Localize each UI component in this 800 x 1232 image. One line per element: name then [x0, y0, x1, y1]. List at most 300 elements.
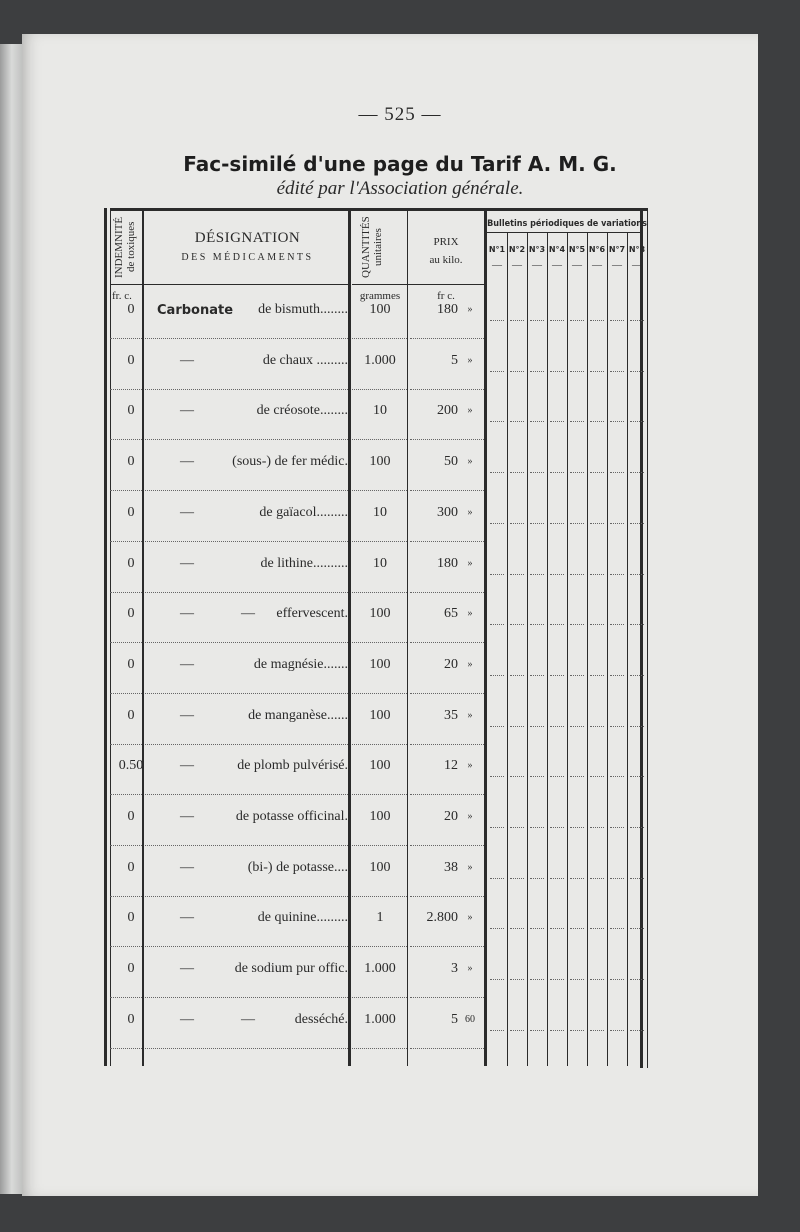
row-rule	[352, 592, 407, 593]
ditto-dash: —	[180, 504, 194, 520]
indemnite-value: 0	[127, 809, 135, 824]
table-top-border	[110, 208, 648, 211]
price-value: 180	[437, 302, 458, 317]
bulletin-number: N°1	[488, 245, 506, 254]
quantity-value: 100	[369, 656, 391, 672]
bulletin-cell-rule	[510, 574, 524, 575]
table-left-border	[104, 208, 107, 1066]
quantity-value: 1	[376, 910, 384, 926]
price-cents: »	[467, 506, 473, 518]
row-rule	[410, 946, 484, 947]
unit-prix: fr c.	[437, 290, 455, 302]
bulletin-cell-rule	[630, 776, 644, 777]
medicament-name: de magnésie.......	[253, 656, 348, 672]
bulletin-cell-rule	[530, 928, 544, 929]
row-rule	[145, 896, 348, 897]
row-rule	[410, 744, 484, 745]
price-value: 2.800	[426, 910, 458, 926]
row-rule	[110, 541, 142, 542]
row-rule	[410, 896, 484, 897]
row-rule	[110, 642, 142, 643]
bulletin-cell-rule	[490, 979, 504, 980]
bulletin-cell-rule	[510, 320, 524, 321]
row-rule	[110, 997, 142, 998]
bulletin-cell-rule	[630, 827, 644, 828]
medicament-name: de plomb pulvérisé.	[237, 758, 348, 774]
ditto-dash: —	[241, 606, 255, 622]
bulletin-cell-rule	[550, 523, 564, 524]
bulletin-cell-rule	[610, 371, 624, 372]
row-rule	[145, 946, 348, 947]
column-separator	[142, 210, 144, 1066]
medicament-name: de bismuth........	[258, 302, 348, 317]
bulletin-cell-rule	[630, 320, 644, 321]
bulletin-cell-rule	[610, 928, 624, 929]
bulletin-number: N°5	[568, 245, 586, 254]
row-rule	[110, 592, 142, 593]
row-rule	[410, 592, 484, 593]
price-cents: »	[467, 304, 473, 315]
bulletin-cell-rule	[590, 320, 604, 321]
price-value: 20	[444, 656, 458, 672]
price-cents: »	[467, 354, 473, 366]
bulletin-cell-rule	[590, 827, 604, 828]
bulletin-cell-rule	[490, 472, 504, 473]
row-rule	[410, 439, 484, 440]
bulletin-cell-rule	[630, 624, 644, 625]
bulletin-cell-rule	[610, 574, 624, 575]
row-rule	[410, 1048, 484, 1049]
bulletin-cell-rule	[490, 675, 504, 676]
ditto-dash: —	[180, 606, 194, 622]
row-rule	[110, 744, 142, 745]
ditto-dash: —	[241, 1011, 255, 1027]
indemnite-value: 0	[127, 504, 135, 520]
bulletin-cell-rule	[510, 928, 524, 929]
price-value: 50	[444, 454, 458, 470]
page-title: Fac-similé d'une page du Tarif A. M. G.	[183, 152, 617, 176]
bulletin-cell-rule	[630, 523, 644, 524]
bulletin-cell-rule	[510, 726, 524, 727]
bulletin-cell-rule	[610, 726, 624, 727]
price-cents: »	[467, 861, 473, 873]
indemnite-value: 0.50	[118, 758, 144, 774]
bulletin-cell-rule	[490, 320, 504, 321]
header-designation-sub: DES MÉDICAMENTS	[181, 252, 314, 263]
header-bulletins: Bulletins périodiques de variations	[487, 219, 647, 229]
price-value: 5	[451, 352, 458, 368]
row-rule	[410, 389, 484, 390]
bulletin-cell-rule	[630, 979, 644, 980]
bulletin-cell-rule	[550, 320, 564, 321]
ditto-dash: —	[180, 859, 194, 875]
bulletin-cell-rule	[510, 979, 524, 980]
price-cents: »	[467, 912, 473, 924]
bulletin-cell-rule	[630, 371, 644, 372]
bulletin-column-separator	[587, 233, 588, 1066]
price-cents: »	[467, 456, 473, 468]
bulletin-cell-rule	[490, 624, 504, 625]
bulletin-cell-rule	[570, 523, 584, 524]
row-rule	[352, 997, 407, 998]
row-rule	[145, 642, 348, 643]
bulletin-cell-rule	[570, 421, 584, 422]
bulletin-number: N°2	[508, 245, 526, 254]
indemnite-value: 0	[127, 403, 135, 419]
bulletin-cell-rule	[510, 827, 524, 828]
row-rule	[352, 338, 407, 339]
bulletin-cell-rule	[630, 1030, 644, 1031]
column-separator	[348, 210, 351, 1066]
bulletin-column-separator	[607, 233, 608, 1066]
bulletin-cell-rule	[590, 776, 604, 777]
bulletin-column-separator	[567, 233, 568, 1066]
quantity-value: 100	[369, 809, 391, 824]
row-rule	[110, 1048, 142, 1049]
bulletin-cell-rule	[630, 928, 644, 929]
medicament-name: effervescent.	[276, 606, 348, 622]
bulletin-cell-rule	[570, 878, 584, 879]
bulletin-cell-rule	[610, 776, 624, 777]
bulletin-cell-rule	[530, 472, 544, 473]
bulletin-dash: —	[572, 260, 582, 271]
ditto-dash: —	[180, 910, 194, 926]
row-rule	[110, 794, 142, 795]
ditto-dash: —	[180, 656, 194, 672]
row-rule	[410, 338, 484, 339]
bulletin-cell-rule	[530, 421, 544, 422]
bulletin-cell-rule	[550, 878, 564, 879]
row-rule	[110, 439, 142, 440]
bulletin-cell-rule	[550, 624, 564, 625]
bulletin-cell-rule	[490, 523, 504, 524]
bulletin-cell-rule	[510, 776, 524, 777]
bulletin-cell-rule	[590, 726, 604, 727]
bulletin-cell-rule	[590, 1030, 604, 1031]
quantity-value: 1.000	[364, 1011, 396, 1027]
price-cents: »	[467, 405, 473, 417]
bulletin-cell-rule	[550, 928, 564, 929]
bulletin-cell-rule	[550, 574, 564, 575]
column-separator	[484, 210, 487, 1066]
price-cents: »	[467, 963, 473, 975]
bulletin-cell-rule	[490, 776, 504, 777]
bulletin-cell-rule	[610, 1030, 624, 1031]
bulletins-header-rule	[487, 232, 642, 233]
medicament-name: de chaux .........	[262, 352, 348, 368]
bulletin-cell-rule	[530, 523, 544, 524]
price-cents: »	[467, 709, 473, 721]
ditto-dash: —	[180, 758, 194, 774]
price-value: 12	[444, 758, 458, 774]
bulletin-cell-rule	[510, 421, 524, 422]
row-rule	[145, 997, 348, 998]
row-rule	[110, 896, 142, 897]
row-rule	[410, 997, 484, 998]
bulletin-cell-rule	[530, 726, 544, 727]
bulletin-cell-rule	[490, 827, 504, 828]
quantity-value: 100	[369, 707, 391, 723]
medicament-name: (bi-) de potasse....	[247, 859, 348, 875]
bulletin-cell-rule	[610, 472, 624, 473]
unit-indemnite: fr. c.	[112, 290, 132, 302]
bulletin-cell-rule	[590, 928, 604, 929]
price-value: 5	[451, 1011, 458, 1027]
row-rule	[110, 490, 142, 491]
price-cents: »	[467, 557, 473, 569]
bulletin-cell-rule	[590, 624, 604, 625]
bulletin-dash: —	[512, 260, 522, 271]
medicament-name: de lithine..........	[260, 555, 348, 571]
bulletin-number: N°3	[528, 245, 546, 254]
bulletin-cell-rule	[590, 421, 604, 422]
row-rule	[145, 490, 348, 491]
bulletin-cell-rule	[570, 371, 584, 372]
bulletin-cell-rule	[490, 1030, 504, 1031]
row-rule	[352, 946, 407, 947]
bulletin-cell-rule	[550, 472, 564, 473]
price-value: 3	[451, 961, 458, 977]
bulletin-cell-rule	[570, 574, 584, 575]
quantity-value: 10	[373, 555, 387, 571]
indemnite-value: 0	[127, 656, 135, 672]
indemnite-value: 0	[127, 555, 135, 571]
ditto-dash: —	[180, 403, 194, 419]
bulletin-cell-rule	[530, 320, 544, 321]
row-rule	[410, 642, 484, 643]
row-rule	[145, 1048, 348, 1049]
indemnite-value: 0	[127, 910, 135, 926]
bulletin-cell-rule	[570, 624, 584, 625]
quantity-value: 10	[373, 403, 387, 419]
bulletin-column-separator	[547, 233, 548, 1066]
indemnite-value: 0	[127, 707, 135, 723]
bulletin-dash: —	[632, 260, 642, 271]
bulletin-cell-rule	[510, 523, 524, 524]
bulletin-cell-rule	[510, 878, 524, 879]
bulletin-cell-rule	[610, 523, 624, 524]
indemnite-value: 0	[127, 302, 135, 317]
medicament-name: de créosote........	[256, 403, 348, 419]
bulletin-cell-rule	[590, 979, 604, 980]
page-number: — 525 —	[358, 104, 442, 125]
medicament-name: de potasse officinal.	[235, 809, 348, 824]
bulletin-cell-rule	[530, 1030, 544, 1031]
bulletin-cell-rule	[530, 675, 544, 676]
bulletin-cell-rule	[590, 675, 604, 676]
bulletin-cell-rule	[530, 574, 544, 575]
column-separator	[407, 210, 408, 1066]
bulletin-dash: —	[612, 260, 622, 271]
indemnite-value: 0	[127, 352, 135, 368]
bulletin-cell-rule	[510, 675, 524, 676]
header-designation: DÉSIGNATION	[194, 230, 301, 246]
row-rule	[110, 693, 142, 694]
row-rule	[110, 338, 142, 339]
bulletin-cell-rule	[570, 320, 584, 321]
bulletin-column-separator	[627, 233, 628, 1066]
ditto-dash: —	[180, 454, 194, 470]
ditto-dash: —	[180, 555, 194, 571]
row-rule	[110, 946, 142, 947]
bulletin-cell-rule	[510, 472, 524, 473]
bulletin-cell-rule	[550, 1030, 564, 1031]
price-cents: »	[467, 658, 473, 670]
row-rule	[410, 794, 484, 795]
ditto-dash: —	[180, 961, 194, 977]
ditto-dash: —	[180, 707, 194, 723]
ditto-dash: —	[180, 1011, 194, 1027]
bulletin-cell-rule	[590, 523, 604, 524]
bulletin-cell-rule	[530, 776, 544, 777]
medicament-name: de gaïacol.........	[259, 504, 348, 520]
medicament-name: de sodium pur offic.	[234, 961, 348, 977]
indemnite-value: 0	[127, 961, 135, 977]
header-rule	[110, 284, 350, 285]
bulletin-cell-rule	[510, 1030, 524, 1031]
bulletin-column-separator	[507, 233, 508, 1066]
bulletin-number: N°7	[608, 245, 626, 254]
quantity-value: 100	[369, 758, 391, 774]
row-rule	[352, 642, 407, 643]
row-rule	[110, 845, 142, 846]
bulletin-cell-rule	[610, 320, 624, 321]
ditto-dash: —	[180, 352, 194, 368]
price-cents: »	[467, 608, 473, 620]
header-prix-sub: au kilo.	[429, 254, 463, 266]
row-rule	[145, 541, 348, 542]
bulletin-cell-rule	[510, 624, 524, 625]
medicament-name: desséché.	[294, 1011, 348, 1027]
price-cents: »	[467, 760, 473, 772]
medicament-name: de manganèse......	[248, 707, 348, 723]
row-rule	[352, 389, 407, 390]
row-rule	[352, 693, 407, 694]
bulletin-cell-rule	[590, 574, 604, 575]
price-value: 65	[444, 606, 458, 622]
bulletin-cell-rule	[570, 1030, 584, 1031]
indemnite-value: 0	[127, 606, 135, 622]
row-rule	[145, 592, 348, 593]
bulletin-column-separator	[527, 233, 528, 1066]
quantity-value: 100	[369, 302, 391, 317]
bulletin-cell-rule	[570, 776, 584, 777]
quantity-value: 100	[369, 454, 391, 470]
row-rule	[352, 794, 407, 795]
designation-prefix: Carbonate	[157, 303, 234, 318]
quantity-value: 1.000	[364, 961, 396, 977]
row-rule	[352, 439, 407, 440]
row-rule	[410, 541, 484, 542]
indemnite-value: 0	[127, 454, 135, 470]
bulletin-cell-rule	[570, 827, 584, 828]
row-rule	[410, 693, 484, 694]
header-prix: PRIX	[433, 236, 459, 248]
bulletin-cell-rule	[630, 421, 644, 422]
header-quantites: QUANTITÉS unitaires	[360, 216, 384, 278]
bulletin-cell-rule	[550, 776, 564, 777]
row-rule	[410, 845, 484, 846]
bulletin-cell-rule	[530, 624, 544, 625]
ditto-dash: —	[180, 809, 194, 824]
quantity-value: 100	[369, 606, 391, 622]
table-right-border	[640, 208, 643, 1068]
row-rule	[352, 490, 407, 491]
row-rule	[145, 794, 348, 795]
bulletin-cell-rule	[630, 574, 644, 575]
row-rule	[110, 389, 142, 390]
row-rule	[352, 896, 407, 897]
price-value: 35	[444, 707, 458, 723]
bulletin-cell-rule	[590, 371, 604, 372]
bulletin-cell-rule	[550, 371, 564, 372]
row-rule	[352, 541, 407, 542]
price-value: 300	[437, 504, 458, 520]
unit-quantite: grammes	[359, 290, 401, 302]
bulletin-cell-rule	[550, 726, 564, 727]
bulletin-cell-rule	[490, 878, 504, 879]
bulletin-cell-rule	[630, 675, 644, 676]
table-left-inner-border	[110, 208, 111, 1066]
bulletin-cell-rule	[510, 371, 524, 372]
bulletin-cell-rule	[530, 371, 544, 372]
bulletin-dash: —	[592, 260, 602, 271]
bulletin-cell-rule	[570, 928, 584, 929]
bulletin-number: N°8	[628, 245, 646, 254]
bulletin-cell-rule	[530, 878, 544, 879]
row-rule	[410, 490, 484, 491]
bulletin-cell-rule	[610, 421, 624, 422]
bulletin-cell-rule	[570, 472, 584, 473]
price-value: 200	[437, 403, 458, 419]
medicament-name: (sous-) de fer médic.	[232, 454, 348, 470]
bulletin-number: N°6	[588, 245, 606, 254]
row-rule	[145, 693, 348, 694]
bulletin-dash: —	[492, 260, 502, 271]
bulletin-cell-rule	[530, 827, 544, 828]
page-subtitle: édité par l'Association générale.	[276, 178, 524, 199]
row-rule	[145, 439, 348, 440]
bulletin-cell-rule	[610, 624, 624, 625]
price-value: 38	[444, 859, 458, 875]
medicament-name: de quinine.........	[257, 910, 348, 926]
price-value: 20	[444, 809, 458, 824]
header-rule	[352, 284, 484, 285]
bulletin-dash: —	[552, 260, 562, 271]
bulletin-cell-rule	[490, 421, 504, 422]
bulletin-cell-rule	[530, 979, 544, 980]
indemnite-value: 0	[127, 1011, 135, 1027]
quantity-value: 1.000	[364, 352, 396, 368]
bulletin-dash: —	[532, 260, 542, 271]
bulletin-cell-rule	[610, 979, 624, 980]
bulletin-cell-rule	[570, 979, 584, 980]
bulletin-cell-rule	[590, 472, 604, 473]
indemnite-value: 0	[127, 859, 135, 875]
header-indemnite: INDEMNITÉ de toxiques	[113, 216, 137, 278]
bulletin-cell-rule	[490, 574, 504, 575]
bulletin-cell-rule	[610, 827, 624, 828]
row-rule	[145, 389, 348, 390]
bulletin-cell-rule	[490, 726, 504, 727]
quantity-value: 10	[373, 504, 387, 520]
bulletin-cell-rule	[610, 675, 624, 676]
bulletin-cell-rule	[630, 726, 644, 727]
bulletin-cell-rule	[550, 827, 564, 828]
bulletin-cell-rule	[570, 675, 584, 676]
row-rule	[145, 845, 348, 846]
bulletin-cell-rule	[630, 878, 644, 879]
